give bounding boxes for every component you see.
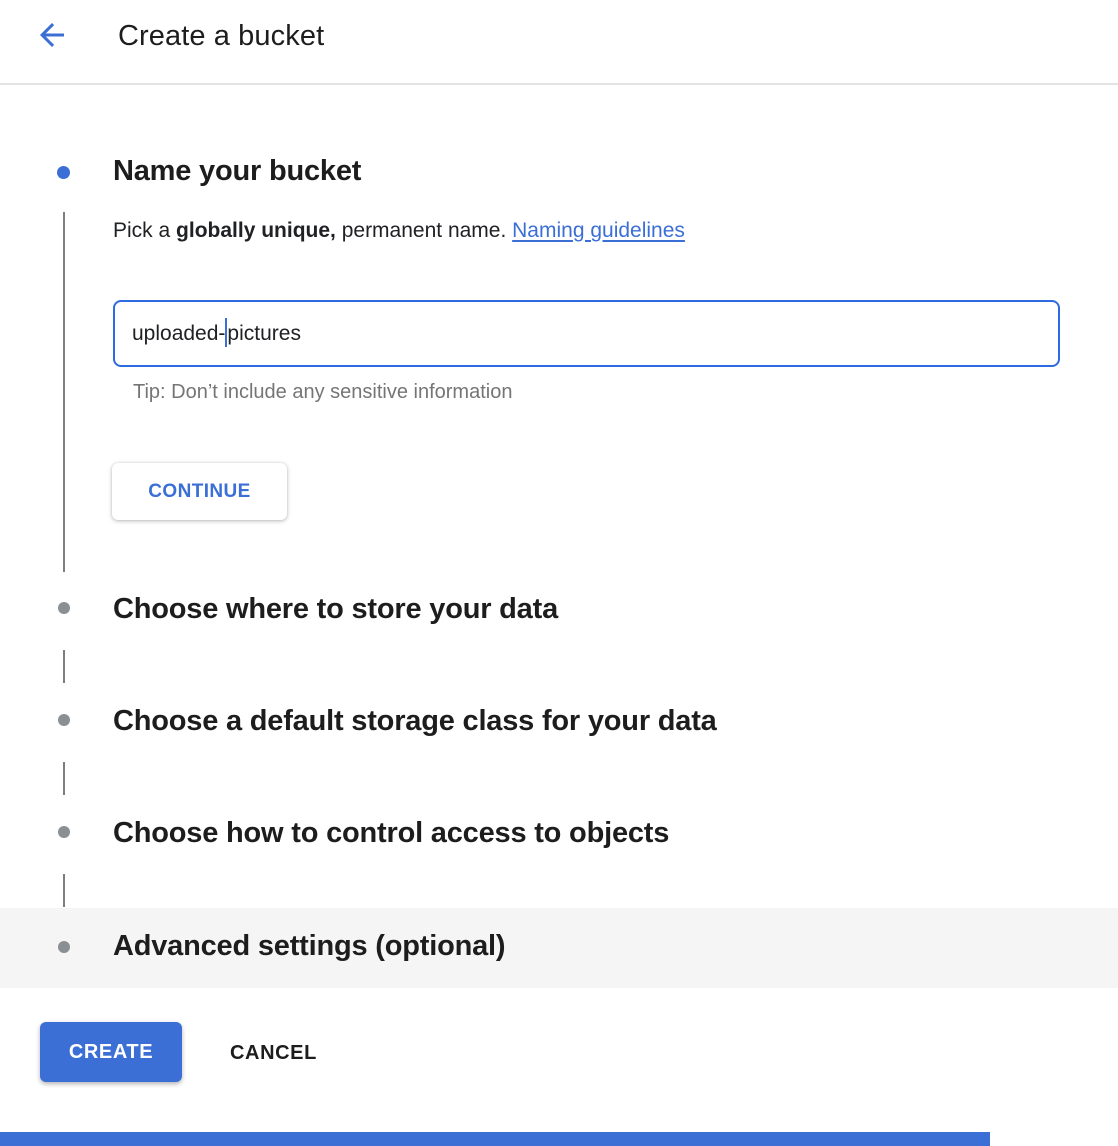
page-title: Create a bucket (118, 20, 325, 52)
cancel-button[interactable]: CANCEL (230, 1035, 317, 1071)
input-value-before-caret: uploaded- (132, 321, 226, 345)
step5-title[interactable]: Advanced settings (optional) (113, 930, 506, 962)
step3-connector-line (63, 762, 65, 795)
step1-active-dot (57, 166, 70, 179)
naming-guidelines-link[interactable]: Naming guidelines (512, 219, 685, 242)
bottom-partial-blue-bar (0, 1132, 990, 1146)
description-prefix: Pick a (113, 219, 177, 242)
continue-button[interactable]: CONTINUE (112, 463, 287, 520)
bucket-name-input[interactable] (113, 300, 1060, 367)
step3-title[interactable]: Choose a default storage class for your data (113, 705, 717, 737)
back-button[interactable] (30, 14, 74, 58)
back-arrow-icon (34, 17, 70, 56)
step1-description (113, 219, 685, 243)
step2-title[interactable]: Choose where to store your data (113, 593, 558, 625)
create-button[interactable]: CREATE (40, 1022, 182, 1082)
input-tip-text: Tip: Don’t include any sensitive information (133, 381, 513, 403)
step4-title[interactable]: Choose how to control access to objects (113, 817, 670, 849)
step1-title[interactable]: Name your bucket (113, 155, 362, 187)
step2-connector-line (63, 650, 65, 683)
description-suffix: permanent name. (335, 219, 513, 242)
step4-connector-line (63, 874, 65, 907)
input-value-after-caret: pictures (227, 321, 301, 345)
step2-dot (58, 602, 70, 614)
page-header (0, 0, 1118, 85)
step4-dot (58, 826, 70, 838)
step3-dot (58, 714, 70, 726)
description-bold: globally unique, (176, 219, 336, 242)
step1-connector-line (63, 212, 65, 572)
step5-dot (58, 941, 70, 953)
